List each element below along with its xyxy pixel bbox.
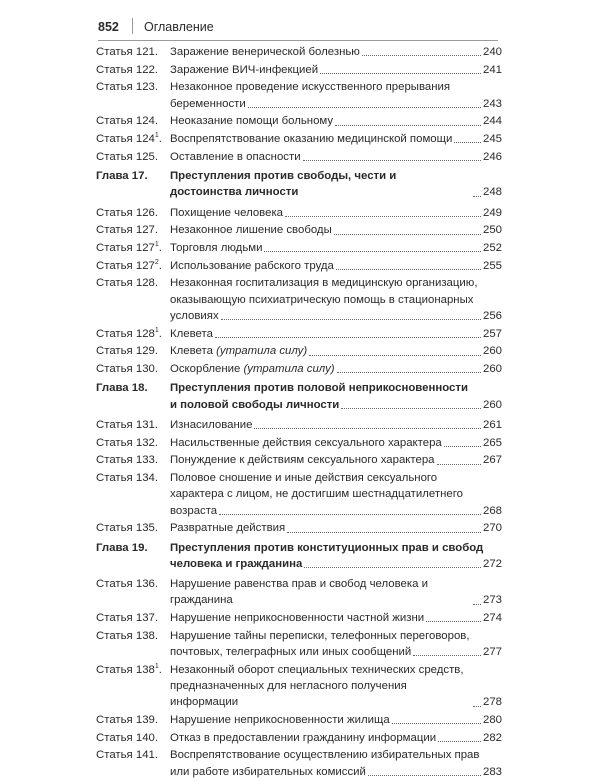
toc-article-entry[interactable] xyxy=(96,62,502,78)
entry-label xyxy=(96,730,170,746)
entry-page-number: 283 xyxy=(482,765,502,778)
entry-page-number: 261 xyxy=(482,418,502,431)
entry-title-text: или работе избирательных комиссий xyxy=(170,765,366,778)
entry-title xyxy=(170,435,502,451)
label-superscript: 2 xyxy=(154,258,159,266)
entry-page-number: 243 xyxy=(482,97,502,110)
entry-page-number: 245 xyxy=(482,133,502,146)
entry-title xyxy=(170,520,502,536)
entry-title-line xyxy=(170,435,442,451)
entry-page-number: 256 xyxy=(482,309,502,322)
toc-article-entry[interactable] xyxy=(96,470,502,519)
entry-last-line xyxy=(170,131,502,147)
entry-label xyxy=(96,361,170,377)
toc-article-entry[interactable] xyxy=(96,417,502,433)
dot-leader xyxy=(304,567,481,568)
label-text: Статья 140. xyxy=(96,731,159,744)
entry-label xyxy=(96,131,170,147)
label-text: Статья 139. xyxy=(96,714,159,727)
entry-page-number: 267 xyxy=(482,454,502,467)
toc-article-entry[interactable] xyxy=(96,44,502,60)
toc-article-entry[interactable] xyxy=(96,222,502,238)
entry-page-number: 260 xyxy=(482,398,502,411)
entry-title-line xyxy=(170,62,318,78)
label-text: Статья 127 xyxy=(96,259,155,272)
entry-title xyxy=(170,610,502,626)
entry-title-text: и половой свободы личности xyxy=(170,398,340,411)
label-text: Статья 137. xyxy=(96,612,159,625)
entry-label xyxy=(96,258,170,274)
dot-leader xyxy=(334,234,481,235)
entry-label xyxy=(96,747,170,780)
entry-title-line xyxy=(170,168,471,201)
toc-article-entry[interactable] xyxy=(96,662,502,711)
entry-page-number: 246 xyxy=(482,150,502,163)
entry-label xyxy=(96,275,170,324)
entry-title-line: Половое сношение и иные действия сексуального xyxy=(170,471,438,484)
entry-title xyxy=(170,275,502,324)
entry-title-line xyxy=(170,712,390,728)
dot-leader xyxy=(335,125,481,126)
entry-title-text: беременности xyxy=(170,97,246,110)
label-text: Статья 133. xyxy=(96,454,159,467)
entry-title-line xyxy=(170,308,219,324)
entry-title xyxy=(170,258,502,274)
entry-title xyxy=(170,168,502,201)
dot-leader xyxy=(248,107,481,108)
toc-article-entry[interactable] xyxy=(96,520,502,536)
dot-leader xyxy=(287,532,481,533)
entry-label xyxy=(96,326,170,342)
entry-label xyxy=(96,44,170,60)
toc-article-entry[interactable] xyxy=(96,275,502,324)
entry-title-line: характера с лицом, не достигшим шестнадцатилетнего xyxy=(170,488,463,501)
entry-title-text: Отказ в предоставлении гражданину информации xyxy=(170,731,437,744)
entry-page-number: 249 xyxy=(482,206,502,219)
toc-article-entry[interactable] xyxy=(96,747,502,780)
label-text: Статья 128 xyxy=(96,327,155,340)
label-text: Глава 17. xyxy=(96,170,148,183)
entry-title xyxy=(170,326,502,342)
entry-title-text: Похищение человека xyxy=(170,206,284,219)
entry-page-number: 268 xyxy=(482,504,502,517)
entry-page-number: 277 xyxy=(482,646,502,659)
entry-page-number: 270 xyxy=(482,522,502,535)
entry-last-line xyxy=(170,62,502,78)
entry-label xyxy=(96,222,170,238)
entry-title-text: Нарушение неприкосновенности жилища xyxy=(170,714,390,727)
label-text: Статья 129. xyxy=(96,345,159,358)
entry-title-line xyxy=(170,678,471,711)
label-end: . xyxy=(158,663,162,676)
label-superscript: 1 xyxy=(154,663,159,671)
label-text: Статья 134. xyxy=(96,471,159,484)
entry-last-line xyxy=(170,96,502,112)
entry-title xyxy=(170,628,502,661)
entry-title-line xyxy=(170,258,334,274)
entry-label xyxy=(96,417,170,433)
label-text: Статья 130. xyxy=(96,363,159,376)
entry-page-number: 248 xyxy=(482,186,502,199)
label-text: Статья 124 xyxy=(96,133,155,146)
entry-title-line: оказывающую психиатрическую помощь в стационарных xyxy=(170,293,474,306)
entry-last-line xyxy=(170,308,502,324)
entry-last-line xyxy=(170,644,502,660)
label-superscript: 1 xyxy=(154,326,159,334)
entry-label xyxy=(96,435,170,451)
entry-last-line xyxy=(170,168,502,201)
entry-title-line xyxy=(170,44,360,60)
entry-label xyxy=(96,113,170,129)
label-end: . xyxy=(158,327,162,340)
entry-page-number: 265 xyxy=(482,436,502,449)
running-title: Оглавление xyxy=(144,20,214,34)
entry-title xyxy=(170,380,502,413)
label-text: Статья 128. xyxy=(96,277,159,290)
entry-title xyxy=(170,131,502,147)
entry-last-line xyxy=(170,610,502,626)
entry-title-line xyxy=(170,730,436,746)
entry-title xyxy=(170,452,502,468)
entry-last-line xyxy=(170,730,502,746)
dot-leader xyxy=(368,775,481,776)
dot-leader xyxy=(254,428,481,429)
entry-label xyxy=(96,452,170,468)
entry-title-text: Неоказание помощи больному xyxy=(170,115,334,128)
entry-title-line xyxy=(170,149,301,165)
entry-title-line xyxy=(170,222,332,238)
entry-note: (утратила силу) xyxy=(243,363,335,376)
dot-leader xyxy=(454,142,481,143)
running-header xyxy=(98,18,498,41)
entry-title-text: Оставление в опасности xyxy=(170,150,301,163)
entry-last-line xyxy=(170,343,502,359)
entry-page-number: 272 xyxy=(482,557,502,570)
entry-title-line xyxy=(170,764,366,780)
entry-title-line xyxy=(170,240,262,256)
entry-title-line xyxy=(170,343,307,359)
dot-leader xyxy=(341,408,481,409)
entry-title-line: Преступления против конституционных прав и свобод xyxy=(170,541,484,554)
entry-title-text: Использование рабского труда xyxy=(170,259,334,272)
entry-title-line xyxy=(170,576,471,609)
entry-title-line xyxy=(170,361,335,377)
entry-title xyxy=(170,113,502,129)
label-text: Статья 127. xyxy=(96,224,159,237)
entry-title-line xyxy=(170,503,217,519)
label-text: Статья 131. xyxy=(96,418,159,431)
entry-title-line xyxy=(170,520,285,536)
toc-article-entry[interactable] xyxy=(96,258,502,274)
toc-chapter-entry[interactable] xyxy=(96,540,502,573)
entry-page-number: 257 xyxy=(482,327,502,340)
entry-last-line xyxy=(170,44,502,60)
dot-leader xyxy=(320,73,481,74)
entry-title xyxy=(170,730,502,746)
entry-label xyxy=(96,205,170,221)
entry-label xyxy=(96,380,170,413)
entry-title xyxy=(170,470,502,519)
label-text: Статья 121. xyxy=(96,46,159,58)
entry-page-number: 241 xyxy=(482,63,502,76)
entry-last-line xyxy=(170,712,502,728)
entry-title xyxy=(170,576,502,609)
toc-article-entry[interactable] xyxy=(96,343,502,359)
entry-title xyxy=(170,712,502,728)
entry-title-line xyxy=(170,417,252,433)
entry-title-line xyxy=(170,644,411,660)
entry-title-line: Преступления против половой неприкосновенности xyxy=(170,382,468,395)
toc-article-entry[interactable] xyxy=(96,131,502,147)
entry-last-line xyxy=(170,258,502,274)
label-text: Статья 135. xyxy=(96,522,159,535)
entry-title xyxy=(170,540,502,573)
entry-page-number: 240 xyxy=(482,46,502,58)
label-text: Статья 132. xyxy=(96,436,159,449)
dot-leader xyxy=(444,446,481,447)
entry-label xyxy=(96,628,170,661)
entry-title-text: Клевета xyxy=(170,345,213,358)
entry-title-text: Воспрепятствование оказанию медицинской помощи xyxy=(170,133,453,146)
entry-last-line xyxy=(170,326,502,342)
entry-title-text: почтовых, телеграфных или иных сообщений xyxy=(170,646,412,659)
entry-note: (утратила силу) xyxy=(216,345,308,358)
entry-label xyxy=(96,520,170,536)
label-text: Статья 123. xyxy=(96,81,159,94)
entry-label xyxy=(96,540,170,573)
toc-article-entry[interactable] xyxy=(96,205,502,221)
entry-title-text: предназначенных для негласного получения информации xyxy=(170,680,407,709)
entry-title-text: Развратные действия xyxy=(170,522,286,535)
entry-title-line: Воспрепятствование осуществлению избирательных прав xyxy=(170,749,480,762)
dot-leader xyxy=(473,604,481,605)
entry-title-line xyxy=(170,205,283,221)
entry-last-line xyxy=(170,452,502,468)
entry-title xyxy=(170,240,502,256)
entry-page-number: 280 xyxy=(482,714,502,727)
entry-title-text: Изнасилование xyxy=(170,418,253,431)
entry-title xyxy=(170,662,502,711)
entry-title-text: Нарушение неприкосновенности частной жизни xyxy=(170,612,425,625)
dot-leader xyxy=(336,269,481,270)
entry-title-text: Торговля людьми xyxy=(170,242,263,254)
entry-last-line xyxy=(170,435,502,451)
label-end: . xyxy=(158,133,162,146)
toc-article-entry[interactable] xyxy=(96,149,502,165)
entry-label xyxy=(96,662,170,711)
entry-last-line xyxy=(170,556,502,572)
entry-page-number: 274 xyxy=(482,612,502,625)
toc-article-entry[interactable] xyxy=(96,361,502,377)
table-of-contents xyxy=(96,44,502,781)
dot-leader xyxy=(392,723,481,724)
entry-title xyxy=(170,343,502,359)
dot-leader xyxy=(438,741,481,742)
entry-last-line xyxy=(170,222,502,238)
toc-article-entry[interactable] xyxy=(96,326,502,342)
entry-label xyxy=(96,62,170,78)
entry-label xyxy=(96,149,170,165)
toc-chapter-entry[interactable] xyxy=(96,168,502,201)
entry-title-line: Незаконный оборот специальных технических средств, xyxy=(170,663,464,676)
label-text: Статья 136. xyxy=(96,578,159,591)
entry-title-line: Незаконное проведение искусственного прерывания xyxy=(170,81,451,94)
dot-leader xyxy=(413,655,481,656)
toc-article-entry[interactable] xyxy=(96,240,502,256)
entry-label xyxy=(96,343,170,359)
entry-last-line xyxy=(170,205,502,221)
entry-title-text: Преступления против свободы, чести и достоинства личности xyxy=(170,170,397,199)
entry-label xyxy=(96,712,170,728)
label-end: . xyxy=(158,242,162,254)
entry-title-line xyxy=(170,326,213,342)
toc-article-entry[interactable] xyxy=(96,576,502,609)
dot-leader xyxy=(264,251,481,252)
entry-title-line: Незаконная госпитализация в медицинскую организацию, xyxy=(170,277,478,290)
entry-title-text: Клевета xyxy=(170,327,213,340)
entry-title xyxy=(170,205,502,221)
entry-label xyxy=(96,79,170,112)
entry-title xyxy=(170,417,502,433)
label-text: Статья 124. xyxy=(96,115,159,128)
entry-label xyxy=(96,576,170,609)
entry-title xyxy=(170,79,502,112)
entry-title-line xyxy=(170,113,333,129)
dot-leader xyxy=(426,621,481,622)
toc-article-entry[interactable] xyxy=(96,628,502,661)
toc-article-entry[interactable] xyxy=(96,610,502,626)
entry-title xyxy=(170,44,502,60)
entry-last-line xyxy=(170,520,502,536)
entry-title xyxy=(170,222,502,238)
label-text: Глава 18. xyxy=(96,382,148,395)
entry-page-number: 273 xyxy=(482,594,502,607)
label-end: . xyxy=(158,259,162,272)
entry-last-line xyxy=(170,764,502,780)
entry-title-text: Заражение ВИЧ-инфекцией xyxy=(170,63,319,76)
entry-title-text: человека и гражданина xyxy=(170,557,303,570)
entry-title-line xyxy=(170,131,452,147)
entry-page-number: 244 xyxy=(482,115,502,128)
dot-leader xyxy=(215,337,481,338)
entry-title-text: Нарушение равенства прав и свобод человека и гражданина xyxy=(170,578,428,607)
entry-page-number: 252 xyxy=(482,242,502,254)
entry-label xyxy=(96,470,170,519)
entry-title-line xyxy=(170,452,435,468)
dot-leader xyxy=(309,355,481,356)
label-text: Статья 138 xyxy=(96,663,155,676)
entry-title-text: Понуждение к действиям сексуального характера xyxy=(170,454,435,467)
label-text: Статья 122. xyxy=(96,63,159,76)
entry-title xyxy=(170,361,502,377)
label-text: Глава 19. xyxy=(96,541,148,554)
dot-leader xyxy=(473,196,481,197)
entry-last-line xyxy=(170,361,502,377)
label-text: Статья 141. xyxy=(96,749,159,762)
entry-title-line: Нарушение тайны переписки, телефонных переговоров, xyxy=(170,629,470,642)
label-text: Статья 126. xyxy=(96,206,159,219)
entry-title-line xyxy=(170,397,339,413)
entry-page-number: 282 xyxy=(482,731,502,744)
label-text: Статья 127 xyxy=(96,242,155,254)
entry-last-line xyxy=(170,113,502,129)
dot-leader xyxy=(303,160,481,161)
toc-article-entry[interactable] xyxy=(96,113,502,129)
label-superscript: 1 xyxy=(154,132,159,140)
entry-title-text: Незаконное лишение свободы xyxy=(170,224,332,237)
entry-last-line xyxy=(170,417,502,433)
label-text: Статья 138. xyxy=(96,629,159,642)
entry-last-line xyxy=(170,240,502,256)
toc-chapter-entry[interactable] xyxy=(96,380,502,413)
dot-leader xyxy=(285,216,481,217)
entry-title-line xyxy=(170,96,246,112)
entry-page-number: 255 xyxy=(482,259,502,272)
entry-title-line xyxy=(170,556,302,572)
toc-article-entry[interactable] xyxy=(96,452,502,468)
label-text: Статья 125. xyxy=(96,150,159,163)
entry-title-text: условиях xyxy=(170,309,219,322)
entry-page-number: 278 xyxy=(482,696,502,709)
dot-leader xyxy=(337,372,481,373)
page-number: 852 xyxy=(98,20,119,34)
entry-title-text: Насильственные действия сексуального характера xyxy=(170,436,442,449)
entry-last-line xyxy=(170,678,502,711)
toc-article-entry[interactable] xyxy=(96,730,502,746)
entry-label xyxy=(96,610,170,626)
entry-label xyxy=(96,240,170,256)
dot-leader xyxy=(437,464,481,465)
entry-title xyxy=(170,149,502,165)
entry-page-number: 250 xyxy=(482,224,502,237)
entry-title-text: Оскорбление xyxy=(170,363,241,376)
entry-last-line xyxy=(170,397,502,413)
entry-page-number: 260 xyxy=(482,345,502,358)
entry-label xyxy=(96,168,170,201)
entry-last-line xyxy=(170,576,502,609)
entry-last-line xyxy=(170,503,502,519)
toc-article-entry[interactable] xyxy=(96,712,502,728)
entry-last-line xyxy=(170,149,502,165)
dot-leader xyxy=(221,319,481,320)
dot-leader xyxy=(219,514,481,515)
entry-title xyxy=(170,747,502,780)
entry-title-text: возраста xyxy=(170,504,218,517)
entry-page-number: 260 xyxy=(482,363,502,376)
header-divider xyxy=(132,18,133,34)
entry-title xyxy=(170,62,502,78)
dot-leader xyxy=(362,55,481,56)
toc-article-entry[interactable] xyxy=(96,79,502,112)
entry-title-line xyxy=(170,610,424,626)
toc-article-entry[interactable] xyxy=(96,435,502,451)
label-superscript: 1 xyxy=(154,241,159,249)
dot-leader xyxy=(473,706,481,707)
entry-title-text: Заражение венерической болезнью xyxy=(170,46,360,58)
